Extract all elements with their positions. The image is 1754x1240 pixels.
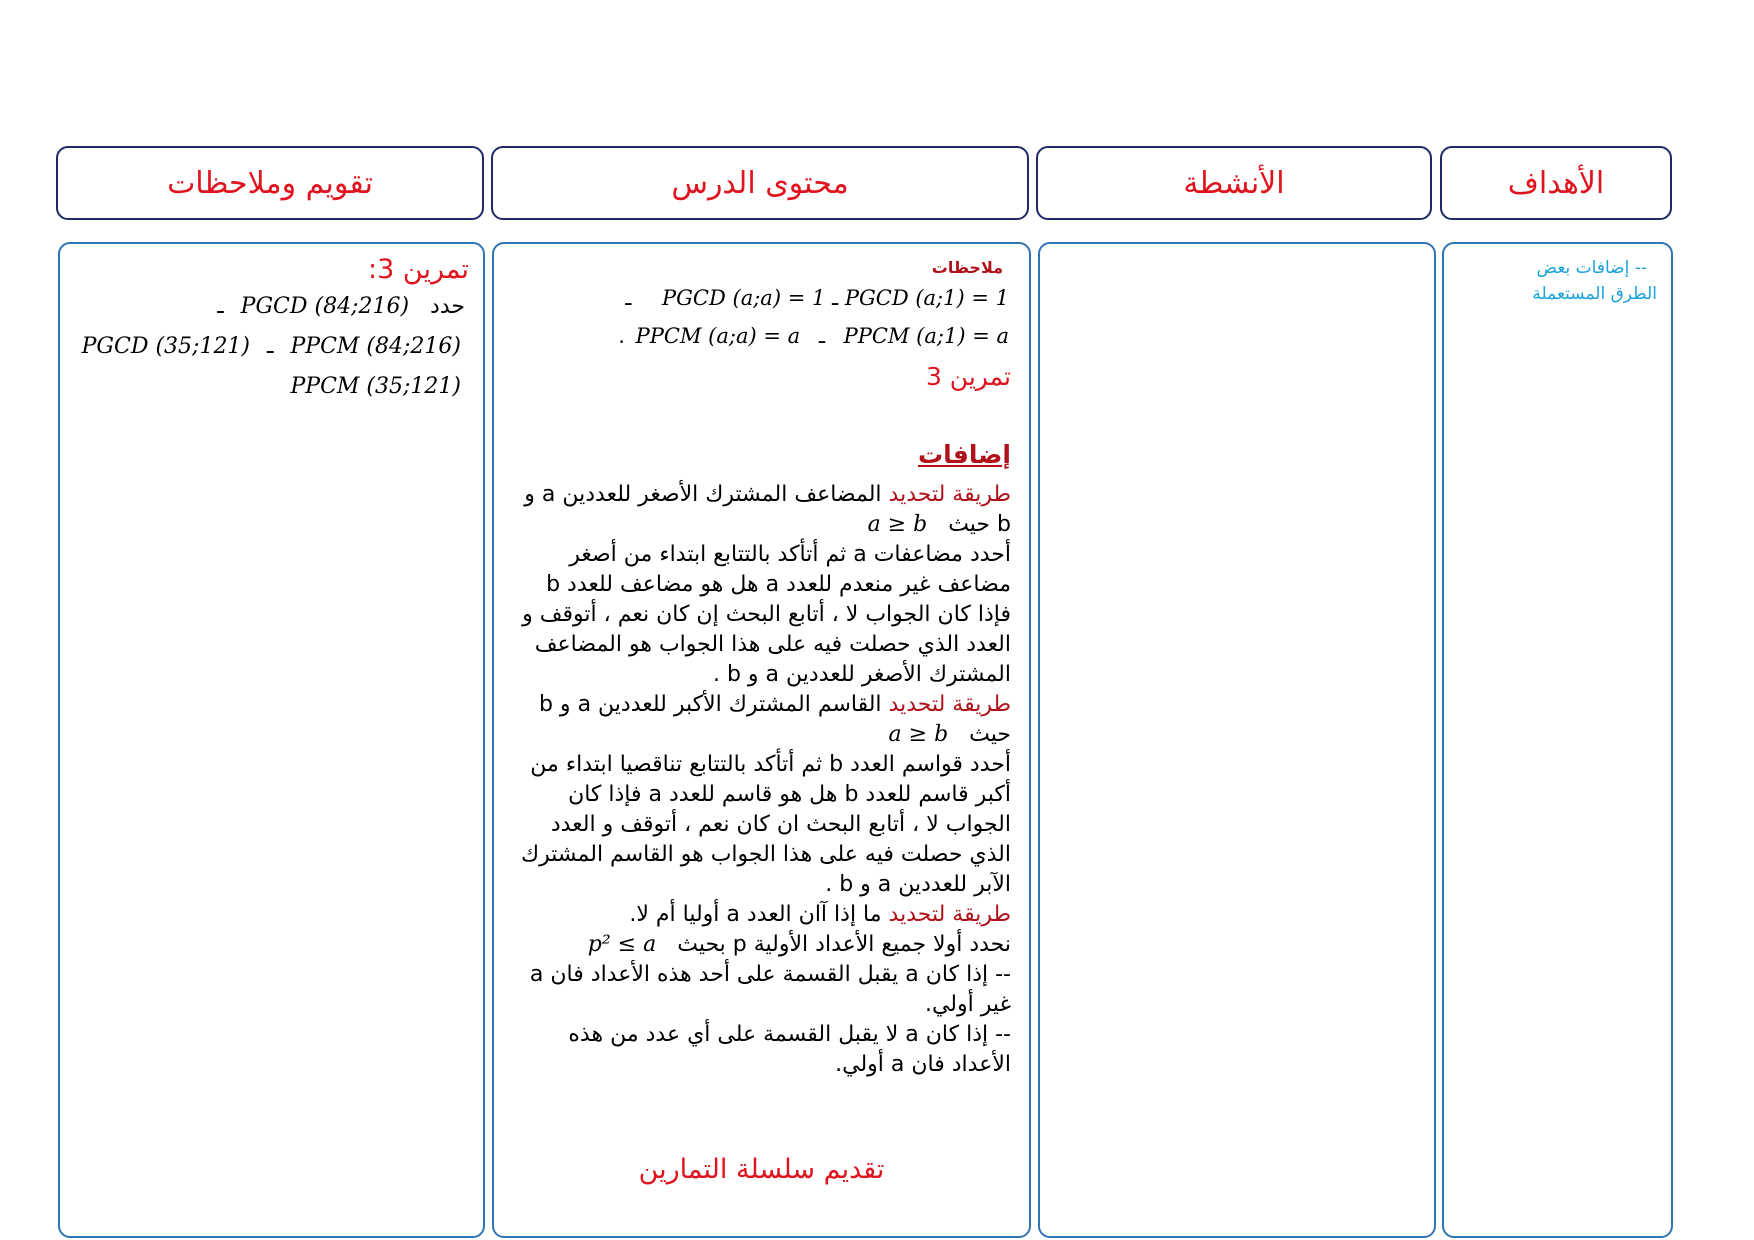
content-column <box>492 242 1031 1238</box>
method-1-condition: a ≥ b <box>867 512 928 537</box>
method-1-body: أحدد مضاعفات a ثم أتأكد بالتتابع ابتداء من أصغر مضاعف غير منعدم للعدد a هل هو مضاعف للعدد b فإذا كان الجواب لا ، أتابع البحث إن كان نعم ، أتوقف و العدد الذي حصلت فيه على هذا الجواب هو المضاعف المشترك الأصغر للعددين a و b . <box>522 542 1011 687</box>
evaluation-expr-pgcd-35-121: PGCD (35;121) <box>81 334 251 359</box>
objectives-column <box>1442 242 1673 1238</box>
header-objectives-label: الأهداف <box>1507 165 1605 201</box>
formula-separator: ـ <box>832 286 839 310</box>
formula-separator: ـ <box>625 286 632 310</box>
notes-formula-line-2 <box>618 324 1009 348</box>
evaluation-line-1 <box>217 294 465 319</box>
method-3-text: نحدد أولا جميع الأعداد الأولية p بحيث <box>677 932 1011 957</box>
method-1-heading <box>514 480 1011 540</box>
method-2-heading <box>514 690 1011 750</box>
method-3-condition: p² ≤ a <box>587 932 657 957</box>
methods-text <box>514 480 1011 1080</box>
formula-pgcd-a-1: PGCD (a;1) = 1 <box>844 286 1009 310</box>
notes-formula-line-1 <box>613 286 1009 310</box>
method-3-heading <box>514 900 1011 930</box>
method-3-rest: ما إذا آان العدد a أوليا أم لا. <box>629 902 882 927</box>
method-3-prefix: طريقة لتحديد <box>888 902 1011 927</box>
content-exercise-label: تمرين 3 <box>925 362 1011 391</box>
evaluation-expr-ppcm-35-121: PPCM (35;121) <box>290 374 461 399</box>
header-objectives <box>1440 146 1672 220</box>
method-2-condition: a ≥ b <box>888 722 949 747</box>
method-3-line <box>514 930 1011 960</box>
formula-dot: . <box>618 324 625 348</box>
objectives-line-2: الطرق المستعملة <box>1532 284 1657 304</box>
evaluation-expr-ppcm-84-216: PPCM (84;216) <box>290 334 461 359</box>
method-2-prefix: طريقة لتحديد <box>888 692 1011 717</box>
method-2-rest: القاسم المشترك الأكبر للعددين a و b حيث <box>538 692 1011 747</box>
evaluation-exercise-title: تمرين 3: <box>368 254 469 285</box>
method-1-prefix: طريقة لتحديد <box>888 482 1011 507</box>
formula-separator: ـ <box>818 324 825 348</box>
exercise-series-label: تقديم سلسلة التمارين <box>638 1154 885 1185</box>
method-1-rest: المضاعف المشترك الأصغر للعددين a و b حيث <box>524 482 1011 537</box>
method-3-case-1: -- إذا كان a يقبل القسمة على أحد هذه الأعداد فان a غير أولي. <box>529 962 1011 1017</box>
formula-pgcd-a-a: PGCD (a;a) = 1 <box>662 286 826 310</box>
evaluation-line-3 <box>290 374 461 399</box>
evaluation-verb: حدد <box>430 294 465 319</box>
evaluation-column <box>58 242 485 1238</box>
method-2-body: أحدد قواسم العدد b ثم أتأكد بالتتابع تناقصيا ابتداء من أكبر قاسم للعدد b هل هو قاسم للعدد a فإذا كان الجواب لا ، أتابع البحث ان كان نعم ، أتوقف و العدد الذي حصلت فيه على هذا الجواب هو القاسم المشترك الآبر للعددين a و b . <box>520 752 1011 897</box>
evaluation-separator: ـ <box>217 294 224 319</box>
formula-ppcm-a-1: PPCM (a;1) = a <box>843 324 1009 348</box>
header-content-label: محتوى الدرس <box>671 165 849 201</box>
activities-column <box>1038 242 1436 1238</box>
formula-ppcm-a-a: PPCM (a;a) = a <box>635 324 801 348</box>
header-evaluation-label: تقويم وملاحظات <box>167 165 373 201</box>
objectives-line-1: -- إضافات بعض <box>1536 258 1647 278</box>
evaluation-separator: ـ <box>267 334 274 359</box>
additions-title: إضافات <box>918 440 1011 469</box>
method-3-case-2: -- إذا كان a لا يقبل القسمة على أي عدد من هذه الأعداد فان a أولي. <box>568 1022 1011 1077</box>
notes-title: ملاحظات <box>931 258 1003 277</box>
header-activities <box>1036 146 1432 220</box>
header-activities-label: الأنشطة <box>1183 165 1285 201</box>
header-evaluation <box>56 146 484 220</box>
evaluation-expr-pgcd-84-216: PGCD (84;216) <box>240 294 410 319</box>
evaluation-line-2 <box>82 334 461 359</box>
header-content <box>491 146 1029 220</box>
